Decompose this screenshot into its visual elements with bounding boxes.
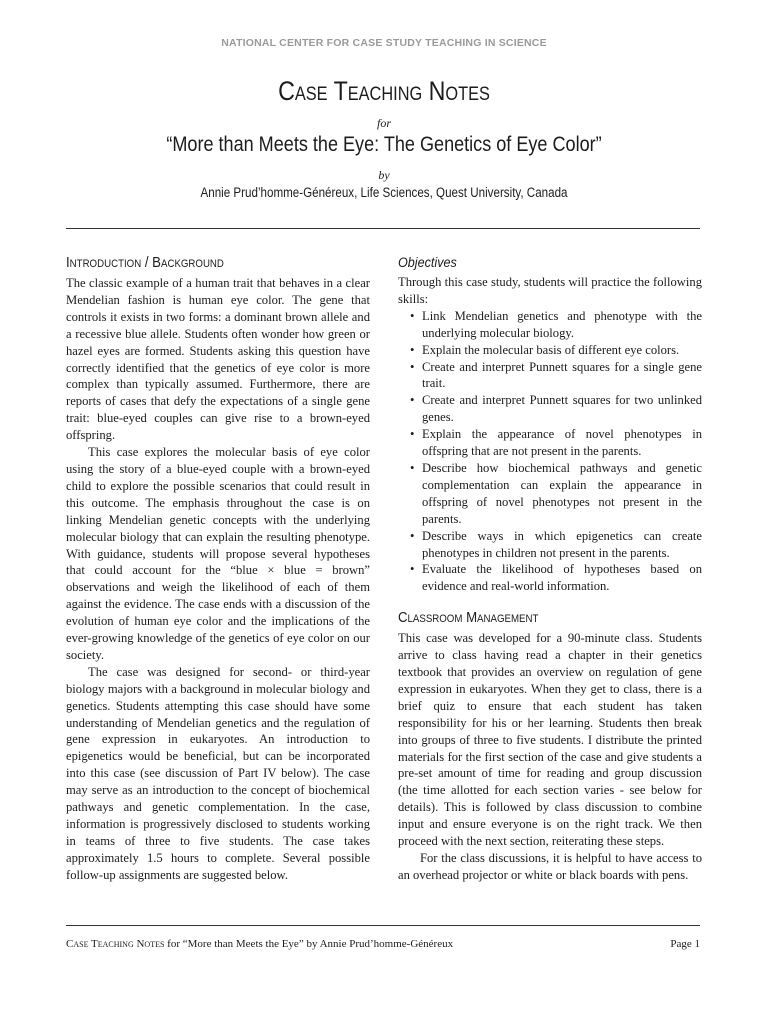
- footer-citation-text: for “More than Meets the Eye” by Annie Prud’homme-Généreux: [164, 938, 454, 950]
- footer-citation: [66, 938, 453, 950]
- list-item: • Describe how biochemical pathways and genetic complementation can explain the appearance in offspring of novel phenotypes not present in the parents.: [422, 460, 702, 528]
- intro-paragraph-2: This case explores the molecular basis of eye color using the story of a blue-eyed couple with a brown-eyed child to explore the possible scenarios that could result in this outcome. The emphasis throughout the case is on linking Mendelian genetic concepts with the underlying molecular biology that can explain the resulting phenotype. With guidance, students will propose several hypotheses that could account for the “blue × blue = brown” observations and weigh the likelihood of each of them against the evidence. The case ends with a discussion of the evolution of human eye color and the implications of the ever-growing knowledge of the genetics of eye color on our society.: [66, 445, 370, 662]
- by-label: by: [378, 168, 390, 182]
- for-label: for: [376, 116, 391, 130]
- left-column: [66, 254, 370, 884]
- list-item: • Link Mendelian genetics and phenotype with the underlying molecular biology.: [422, 308, 702, 342]
- objectives-list: [398, 308, 702, 595]
- list-item: • Create and interpret Punnett squares for two unlinked genes.: [422, 392, 702, 426]
- introduction-heading: Introduction / Background: [66, 254, 224, 271]
- classroom-paragraph-2: For the class discussions, it is helpful to have access to an overhead projector or white or black boards with pens.: [398, 851, 702, 882]
- list-item: • Create and interpret Punnett squares for a single gene trait.: [422, 359, 702, 393]
- organization-header: NATIONAL CENTER FOR CASE STUDY TEACHING IN SCIENCE: [221, 37, 547, 49]
- header-divider: [66, 228, 700, 229]
- page-number: Page 1: [670, 938, 700, 950]
- list-item: • Explain the appearance of novel phenotypes in offspring that are not present in the parents.: [422, 426, 702, 460]
- classroom-paragraph-1: This case was developed for a 90-minute class. Students arrive to class having read a chapter in their genetics textbook that provides an overview on regulation of gene expression in eukaryotes. When they get to class, there is a brief quiz to ensure that each student has taken responsibility for his or her learning. Students then break into groups of three to five students. I distribute the printed materials for the first section of the case and give students a pre-set amount of time for reading and group discussion (the time allotted for each section varies - see below for details). This is followed by class discussion to combine input and ensure everyone is on the right track. We then proceed with the next section, reiterating these steps.: [398, 631, 702, 849]
- footer-divider: [66, 925, 700, 926]
- list-item: • Evaluate the likelihood of hypotheses based on evidence and real-world information.: [422, 561, 702, 595]
- classroom-management-heading: Classroom Management: [398, 609, 539, 627]
- author-line: Annie Prud’homme-Généreux, Life Sciences, Quest University, Canada: [200, 185, 568, 200]
- document-title: Case Teaching Notes: [278, 76, 490, 106]
- intro-paragraph-3: The case was designed for second- or third-year biology majors with a background in molecular biology and genetics. Students attempting this case should have some understanding of Mendelian genetics and the regulation of gene expression in eukaryotes. An introduction to epigenetics would be beneficial, but can be incorporated into this case (see discussion of Part IV below). The case may serve as an introduction to the concept of biochemical pathways and genetic complementation. In the case, information is progressively disclosed to students working in teams of three to five students. The case takes approximately 1.5 hours to complete. Several possible follow-up assignments are suggested below.: [66, 664, 370, 882]
- footer-label: Case Teaching Notes: [66, 938, 165, 950]
- list-item: • Explain the molecular basis of different eye colors.: [422, 342, 702, 359]
- case-title: “More than Meets the Eye: The Genetics of Eye Color”: [166, 133, 602, 156]
- objectives-intro: Through this case study, students will practice the following skills:: [398, 275, 702, 306]
- objectives-heading: Objectives: [398, 254, 457, 270]
- list-item: • Describe ways in which epigenetics can create phenotypes in children not present in the parents.: [422, 528, 702, 562]
- intro-paragraph-1: The classic example of a human trait that behaves in a clear Mendelian fashion is human eye color. The gene that controls it exists in two forms: a dominant brown allele and a recessive blue allele. Students often wonder how green or hazel eyes are formed. Students asking this question have correctly identified that the genetics of eye color is more complex than typically assumed. Furthermore, there are reports of cases that defy the expectations of a single gene trait: blue-eyed couples can give rise to a brown-eyed offspring.: [66, 276, 370, 443]
- right-column: [398, 254, 702, 884]
